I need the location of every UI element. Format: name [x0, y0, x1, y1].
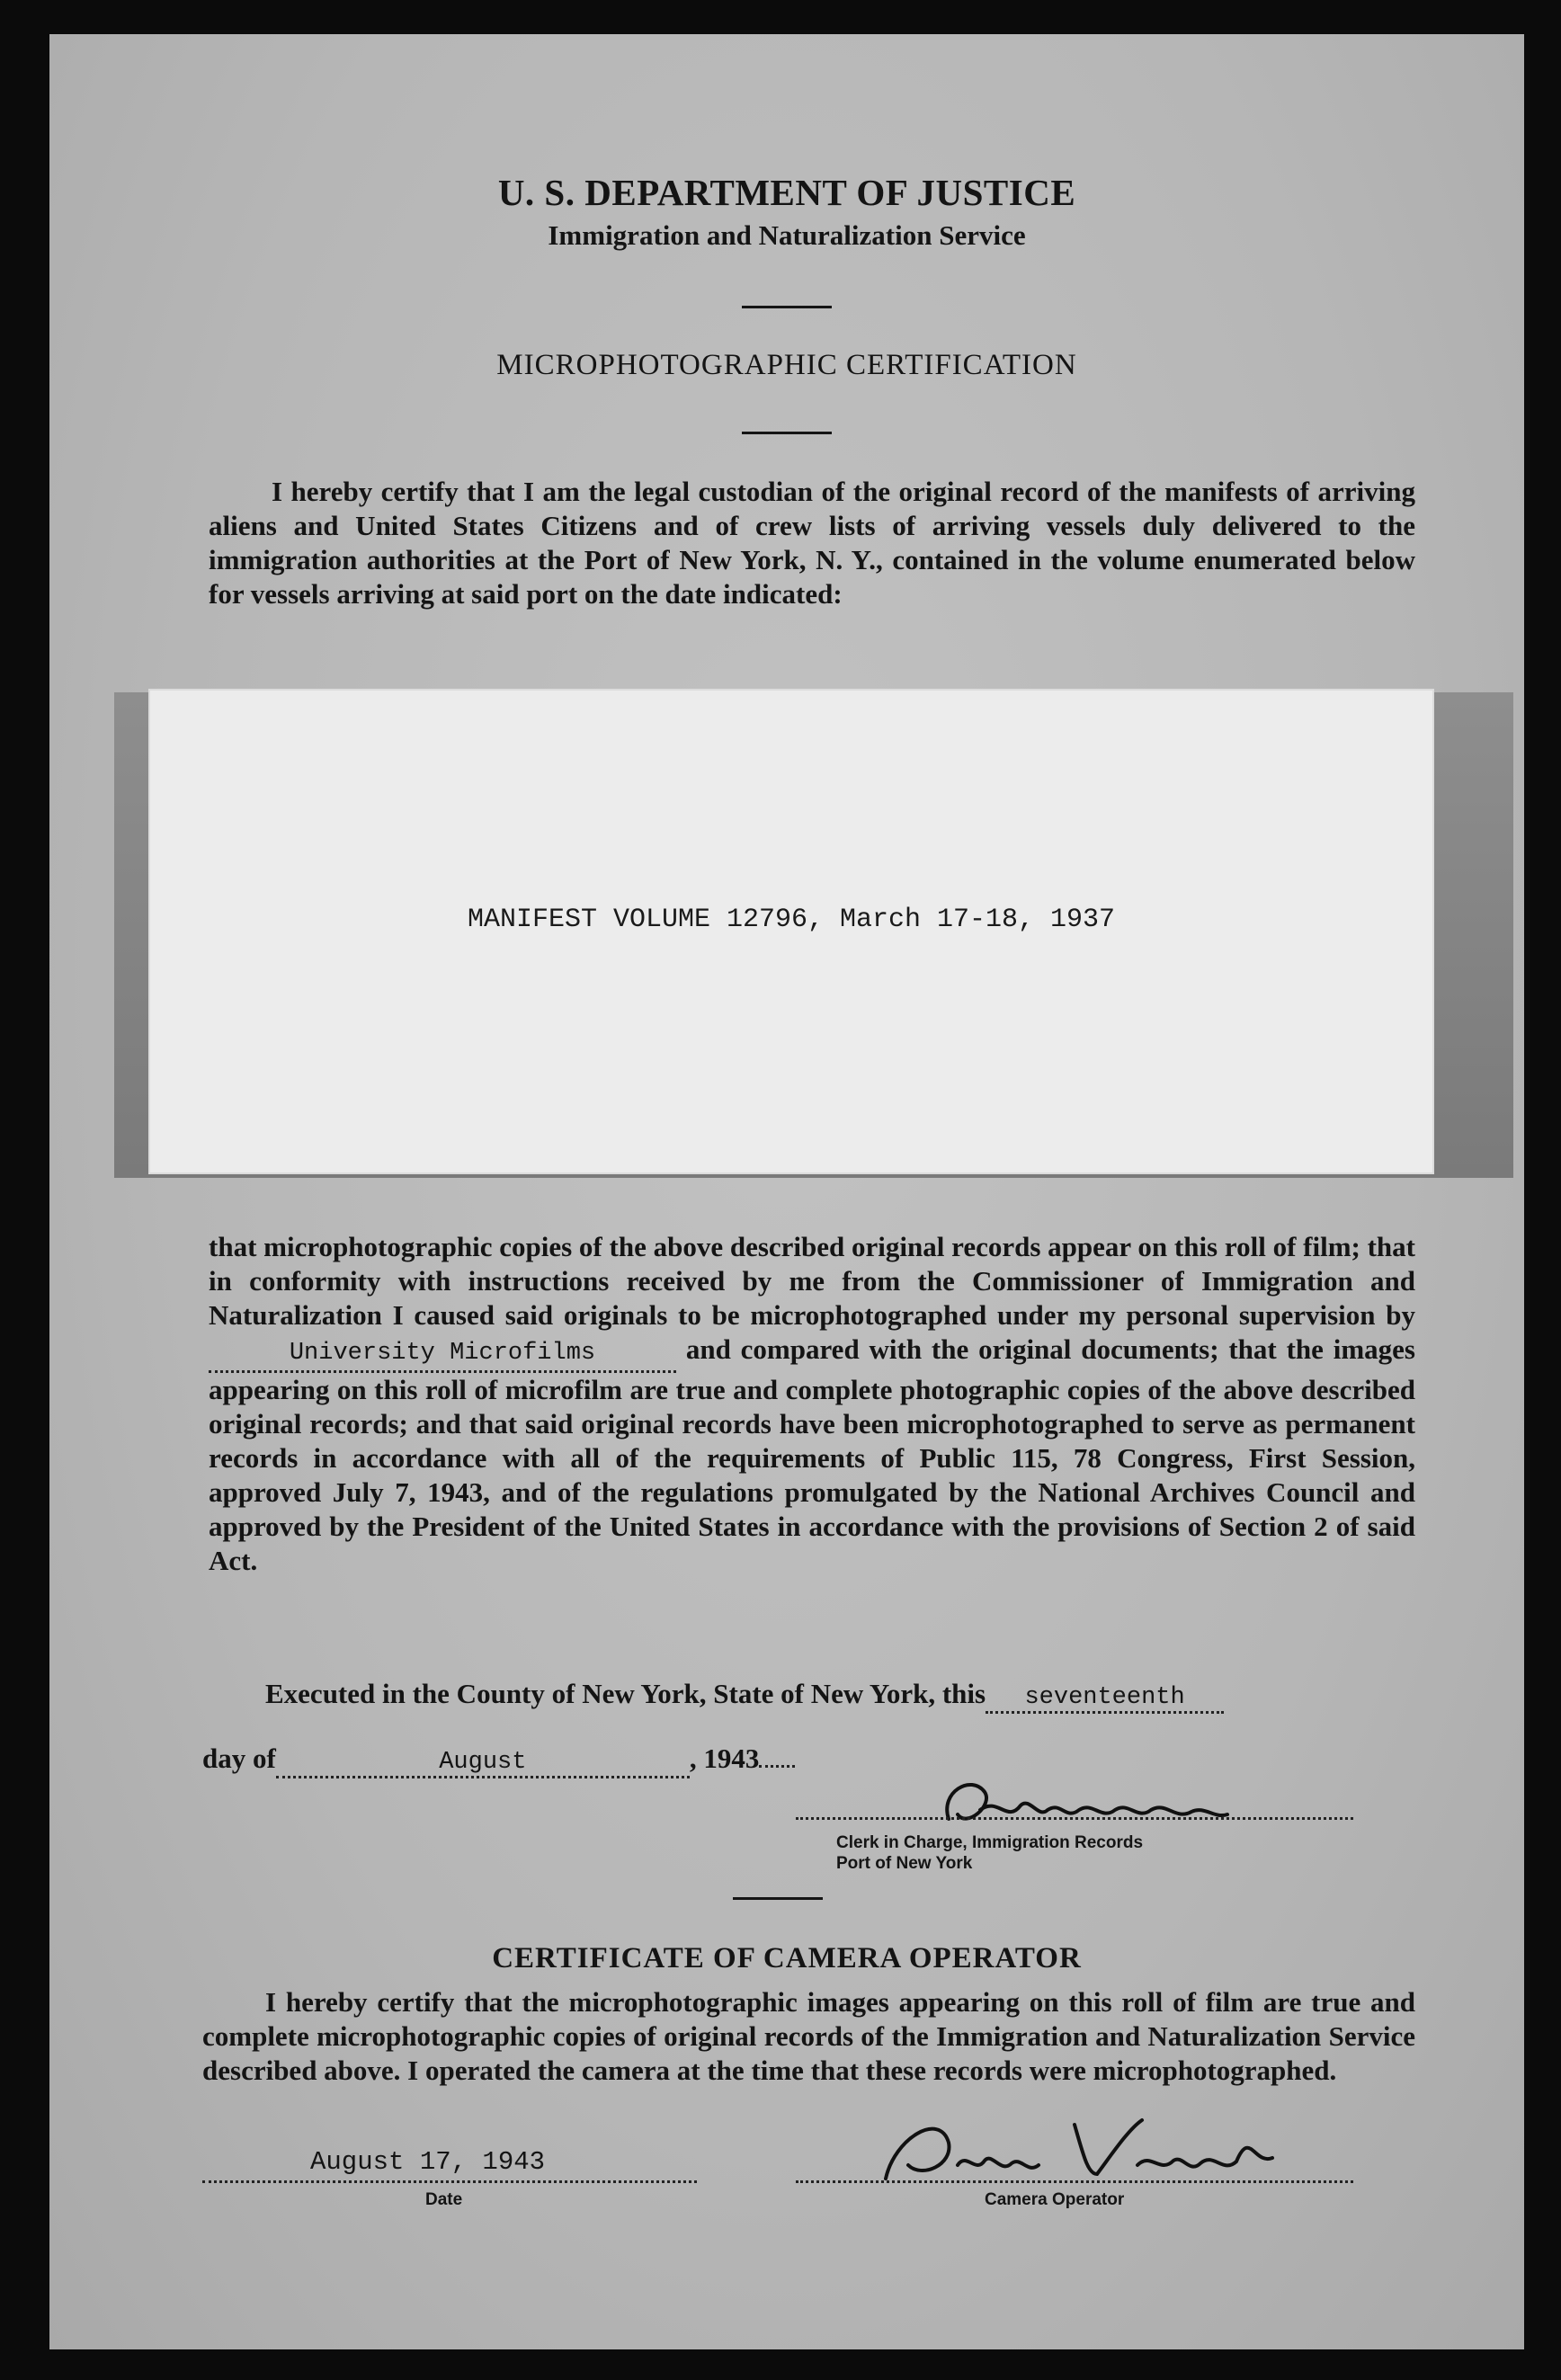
year-value: , 1943 — [689, 1743, 760, 1774]
divider — [733, 1897, 823, 1900]
day-field — [986, 1678, 1224, 1714]
clerk-caption — [836, 1832, 1143, 1874]
date-line — [202, 2180, 697, 2183]
clerk-location: Port of New York — [836, 1854, 973, 1873]
month-value: August — [439, 1749, 527, 1776]
clerk-title: Clerk in Charge, Immigration Records — [836, 1833, 1144, 1852]
day-of-line — [202, 1743, 795, 1778]
department-heading: U. S. DEPARTMENT OF JUSTICE — [497, 172, 1076, 213]
certificate-sheet — [49, 34, 1524, 2349]
camera-operator-signature — [841, 2102, 1308, 2192]
certification-body — [209, 1230, 1415, 1578]
certification-title: MICROPHOTOGRAPHIC CERTIFICATION — [496, 349, 1077, 381]
camera-certificate-title: CERTIFICATE OF CAMERA OPERATOR — [492, 1942, 1082, 1974]
date-label: Date — [425, 2190, 463, 2209]
photographer-field — [209, 1333, 676, 1373]
execution-line — [265, 1678, 1224, 1714]
camera-operator-label: Camera Operator — [985, 2190, 1125, 2209]
month-field — [276, 1743, 690, 1778]
year-dots — [759, 1765, 795, 1768]
execution-prefix: Executed in the County of New York, State of New York, this — [265, 1678, 986, 1709]
intro-paragraph: I hereby certify that I am the legal custodian of the original record of the manifests of arriving aliens and United States Citizens and of crew lists of arriving vessels duly delivered to the immigration authorities at the Port of New York, N. Y., contained in the volume enumerated below for vessels arriving at said port on the date indicated: — [209, 476, 1415, 610]
volume-label-text: MANIFEST VOLUME 12796, March 17-18, 1937 — [467, 905, 1116, 935]
day-of-label: day of — [202, 1743, 276, 1774]
service-subheading: Immigration and Naturalization Service — [548, 219, 1026, 251]
camera-operator-line — [796, 2180, 1353, 2183]
day-value: seventeenth — [1024, 1684, 1185, 1711]
camera-date-value: August 17, 1943 — [310, 2147, 546, 2177]
body-part-1: that microphotographic copies of the above described original records appear on this roll of film; that in conformity with instructions received by me from the Commissioner of Immigration and Naturalization I caused said originals to be microphotographed under my personal supervision by — [209, 1231, 1415, 1331]
camera-paragraph: I hereby certify that the microphotographic images appearing on this roll of film are true and complete microphotographic copies of original records of the Immigration and Naturalization Service described above. I operated the camera at the time that these records were microphotographed. — [202, 1986, 1415, 2086]
volume-label-card — [148, 689, 1434, 1174]
divider — [742, 432, 832, 434]
clerk-signature-line — [796, 1817, 1353, 1820]
body-part-2: and compared with the original documents; that the images appearing on this roll of microfilm are true and complete photographic copies of the above described original records; and that said original records have been microphotographed to serve as permanent records in accordance with all of the requirements of Public 115, 78 Congress, First Session, approved July 7, 1943, and of the regulations promulgated by the National Archives Council and approved by the President of the United States in accordance with the provisions of Section 2 of said Act. — [209, 1333, 1415, 1576]
divider — [742, 306, 832, 308]
photographer-value: University Microfilms — [289, 1340, 596, 1367]
